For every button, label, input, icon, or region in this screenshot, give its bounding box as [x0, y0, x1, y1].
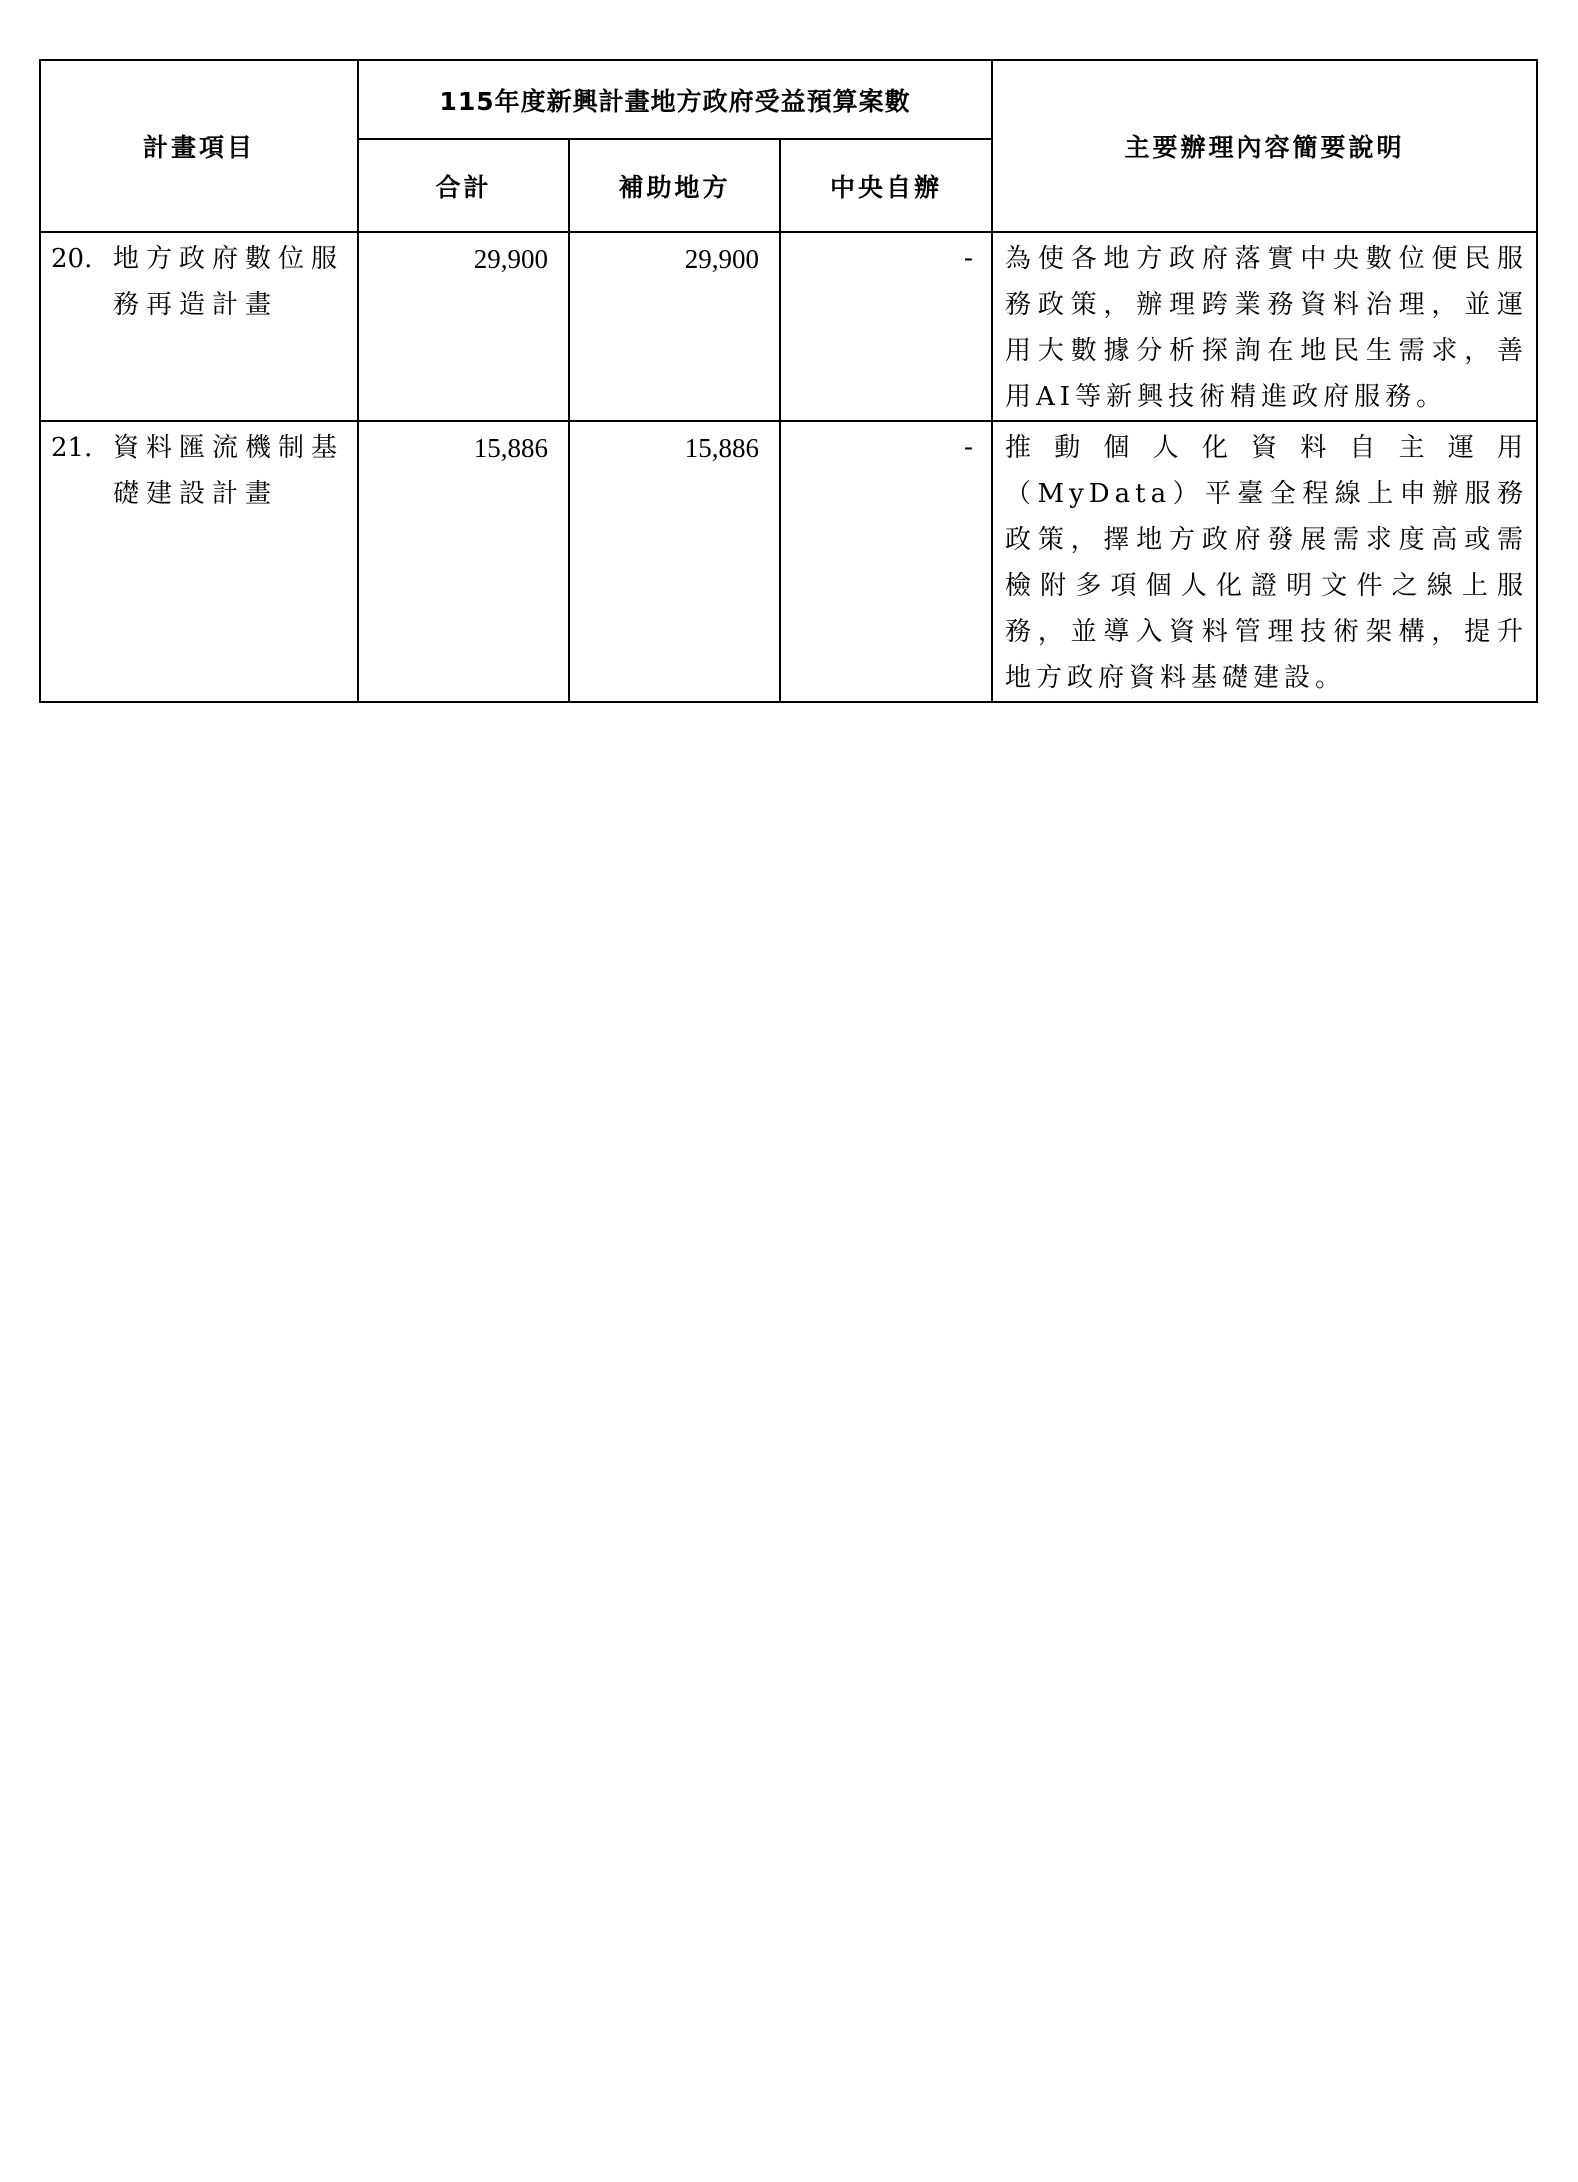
table-row — [40, 232, 1537, 421]
item-number: 21. — [51, 433, 93, 463]
description-cell: 推動個人化資料自主運用（MyData）平臺全程線上申辦服務政策，擇地方政府發展需求度高或需檢附多項個人化證明文件之線上服務，並導入資料管理技術架構，提升地方政府資料基礎建設。 — [992, 421, 1537, 702]
central-cell: - — [780, 421, 992, 702]
table-row — [40, 421, 1537, 702]
header-description: 主要辦理內容簡要說明 — [992, 60, 1537, 232]
total-cell: 29,900 — [358, 232, 569, 421]
header-subsidy: 補助地方 — [569, 139, 780, 232]
subsidy-cell: 29,900 — [569, 232, 780, 421]
item-name: 地方政府數位服務再造計畫 — [113, 244, 345, 320]
header-row-group — [40, 60, 1537, 139]
budget-table — [39, 59, 1538, 703]
header-budget-group: 115年度新興計畫地方政府受益預算案數 — [358, 60, 992, 139]
item-number: 20. — [51, 244, 93, 274]
header-item: 計畫項目 — [40, 60, 358, 232]
total-cell: 15,886 — [358, 421, 569, 702]
header-total: 合計 — [358, 139, 569, 232]
central-cell: - — [780, 232, 992, 421]
item-name: 資料匯流機制基礎建設計畫 — [113, 433, 345, 509]
item-cell — [40, 232, 358, 421]
item-cell — [40, 421, 358, 702]
header-central: 中央自辦 — [780, 139, 992, 232]
subsidy-cell: 15,886 — [569, 421, 780, 702]
description-cell: 為使各地方政府落實中央數位便民服務政策，辦理跨業務資料治理，並運用大數據分析探詢在地民生需求，善用AI等新興技術精進政府服務。 — [992, 232, 1537, 421]
